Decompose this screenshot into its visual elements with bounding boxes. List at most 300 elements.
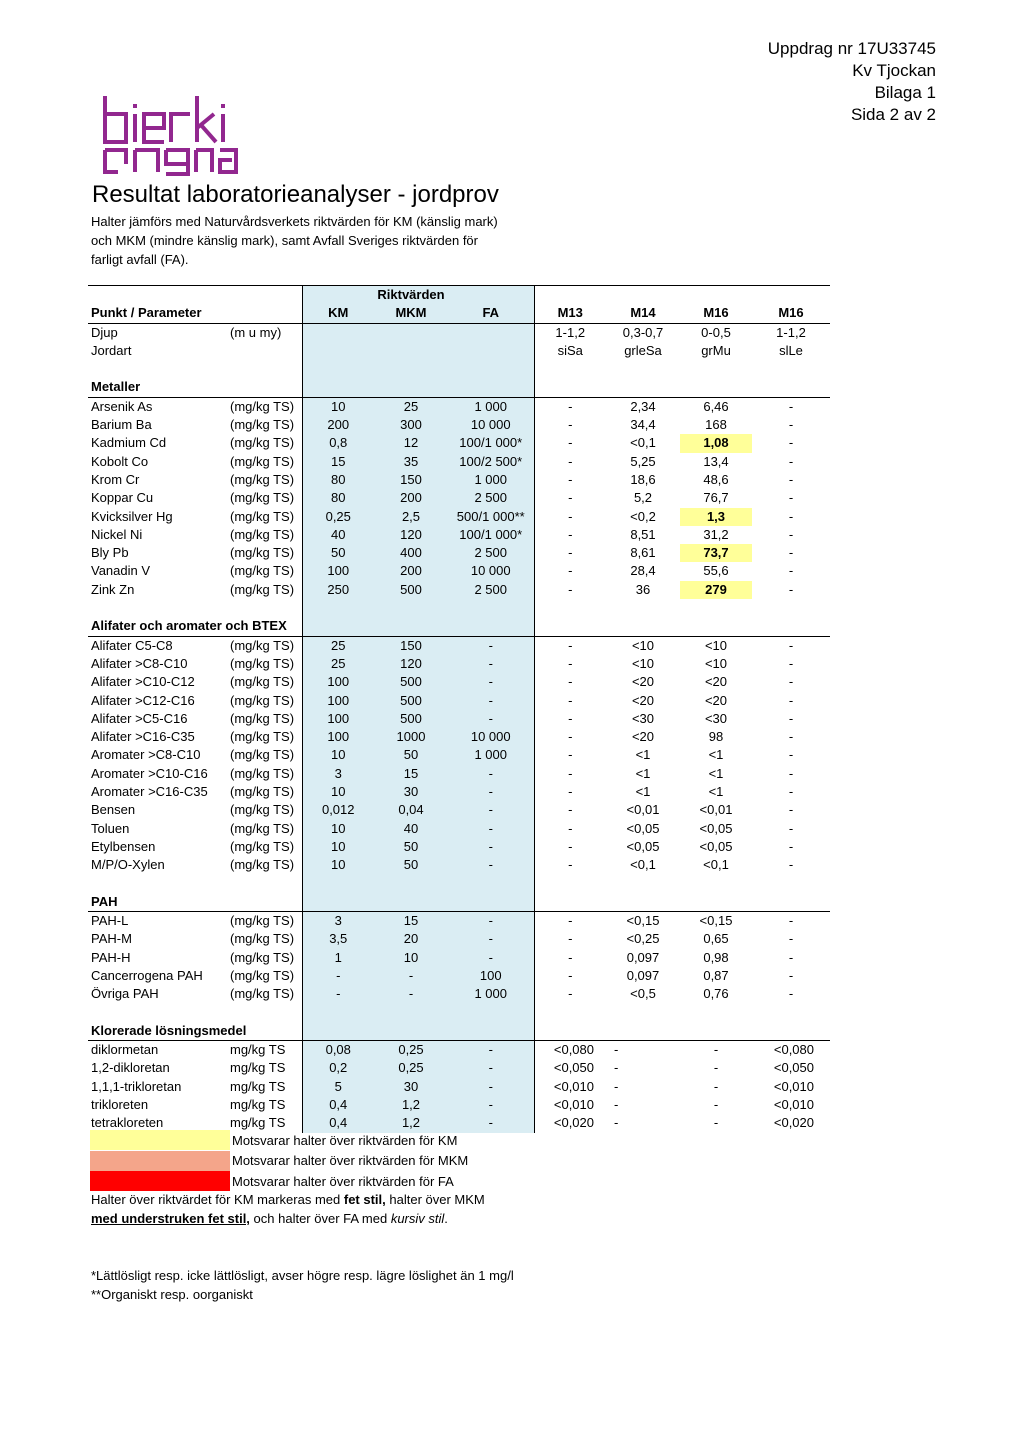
table-cell: 100/1 000* (448, 434, 534, 452)
table-cell: <0,020 (773, 1115, 814, 1131)
table-cell: 80 (302, 471, 374, 489)
table-cell: - (448, 801, 534, 819)
table-cell: 500 (374, 692, 448, 710)
legend-text: Motsvarar halter över riktvärden för KM (232, 1132, 458, 1148)
note-text: halter över MKM (385, 1192, 485, 1207)
table-cell: PAH-L (91, 913, 129, 929)
table-cell: <0,1 (703, 857, 729, 873)
table-cell: (mg/kg TS) (230, 913, 295, 929)
table-cell: - (448, 930, 534, 948)
table-cell: (mg/kg TS) (230, 655, 295, 671)
table-cell: - (788, 563, 794, 579)
table-cell (302, 875, 374, 893)
table-cell: 3 (302, 912, 374, 931)
table-cell: 0,4 (302, 1114, 374, 1132)
table-cell: - (568, 637, 573, 653)
section-header-row (88, 617, 830, 636)
table-cell: <1 (635, 747, 651, 763)
table-cell: 5 (302, 1078, 374, 1096)
table-cell: <0,25 (626, 931, 660, 947)
table-cell: - (568, 729, 573, 745)
table-cell: 1000 (374, 728, 448, 746)
table-cell: Etylbensen (91, 838, 156, 854)
table-cell: <0,1 (630, 857, 656, 873)
table-cell (230, 286, 302, 305)
table-cell: - (788, 508, 794, 524)
data-row (88, 912, 830, 931)
table-cell: 0,25 (302, 508, 374, 526)
table-cell: (mg/kg TS) (230, 710, 295, 726)
table-cell (534, 1004, 606, 1022)
section-title: PAH (88, 893, 230, 912)
bjerking-logo (100, 94, 240, 176)
table-cell (88, 875, 230, 893)
table-cell: slLe (779, 342, 803, 358)
table-cell: - (788, 398, 794, 414)
table-cell: MKM (374, 304, 448, 323)
table-cell (680, 893, 752, 912)
project-name: Kv Tjockan (852, 61, 936, 80)
table-cell (230, 1004, 302, 1022)
data-row (88, 967, 830, 985)
table-cell: 0,08 (302, 1041, 374, 1060)
table-cell: 0,097 (626, 949, 660, 965)
table-cell: PAH-M (91, 931, 132, 947)
table-cell: 100 (302, 673, 374, 691)
table-cell: - (568, 563, 573, 579)
table-cell (302, 1004, 374, 1022)
table-cell: 73,7 (680, 544, 752, 562)
table-cell: (mg/kg TS) (230, 526, 295, 542)
table-cell: - (713, 1097, 719, 1113)
table-cell: 279 (680, 581, 752, 599)
intro-text (91, 212, 498, 269)
table-cell: 48,6 (703, 471, 729, 487)
table-cell: trikloreten (91, 1097, 149, 1113)
data-row (88, 801, 830, 819)
table-cell: 3,5 (302, 930, 374, 948)
table-cell: M16 (752, 304, 830, 323)
table-cell: - (302, 985, 374, 1003)
data-row (88, 710, 830, 728)
table-cell: 2,34 (630, 398, 656, 414)
table-cell: Barium Ba (91, 417, 152, 433)
column-header-row (88, 304, 830, 323)
table-cell: 10 000 (448, 562, 534, 580)
info-row (88, 323, 830, 342)
table-cell: - (568, 967, 573, 983)
table-cell: <20 (631, 692, 655, 708)
table-cell: 200 (374, 562, 448, 580)
reference-values-header: Riktvärden (374, 286, 448, 305)
data-row (88, 416, 830, 434)
table-cell: 0,25 (374, 1059, 448, 1077)
table-cell: mg/kg TS (230, 1097, 286, 1113)
table-cell: - (568, 398, 573, 414)
data-row (88, 636, 830, 655)
table-cell: - (788, 435, 794, 451)
section-header-row (88, 1022, 830, 1041)
table-cell (374, 1022, 448, 1041)
table-cell (752, 599, 830, 617)
table-cell: - (448, 1114, 534, 1132)
table-cell (534, 378, 606, 397)
data-row (88, 453, 830, 471)
table-cell (374, 378, 448, 397)
table-cell: 1 000 (448, 397, 534, 416)
table-cell: <10 (704, 637, 728, 653)
table-cell: - (713, 1060, 719, 1076)
table-cell: mg/kg TS (230, 1115, 286, 1131)
table-cell: Djup (91, 324, 118, 340)
table-cell (752, 360, 830, 378)
table-cell: 100/2 500* (448, 453, 534, 471)
table-cell (302, 599, 374, 617)
table-cell: 1-1,2 (776, 324, 806, 340)
table-cell: - (788, 913, 794, 929)
note-text: . (444, 1211, 448, 1226)
table-cell: (mg/kg TS) (230, 802, 295, 818)
table-cell: 500 (374, 710, 448, 728)
table-cell: grleSa (624, 342, 662, 358)
table-cell: - (788, 729, 794, 745)
table-cell (448, 893, 534, 912)
table-cell: 10 (302, 820, 374, 838)
data-row (88, 728, 830, 746)
table-cell: - (614, 1060, 619, 1076)
data-row (88, 985, 830, 1003)
data-row (88, 1078, 830, 1096)
table-cell: - (788, 637, 794, 653)
table-cell: 50 (374, 838, 448, 856)
table-cell: 1 000 (448, 746, 534, 764)
table-cell: (mg/kg TS) (230, 692, 295, 708)
table-cell: - (788, 545, 794, 561)
data-row (88, 783, 830, 801)
table-cell: 10 (302, 746, 374, 764)
table-cell (302, 617, 374, 636)
table-cell: <20 (704, 674, 728, 690)
table-cell: - (788, 674, 794, 690)
intro-line: och MKM (mindre känslig mark), samt Avfall Sveriges riktvärden för (91, 233, 478, 248)
table-cell: - (788, 526, 794, 542)
table-cell: 30 (374, 783, 448, 801)
table-cell: (m u my) (230, 324, 282, 340)
table-cell: - (568, 949, 573, 965)
table-cell: 25 (374, 397, 448, 416)
table-cell: - (568, 545, 573, 561)
spacer-row (88, 1004, 830, 1022)
table-cell: <0,5 (630, 986, 656, 1002)
table-cell: <0,010 (773, 1097, 814, 1113)
table-cell: - (448, 1059, 534, 1077)
table-cell: FA (448, 304, 534, 323)
table-cell: 34,4 (630, 417, 656, 433)
table-cell: Aromater >C16-C35 (91, 784, 208, 800)
table-cell: <1 (708, 765, 724, 781)
footnote: **Organiskt resp. oorganiskt (91, 1287, 253, 1302)
table-cell: - (568, 674, 573, 690)
data-row (88, 508, 830, 526)
table-cell: 2,5 (374, 508, 448, 526)
table-cell (302, 342, 374, 360)
table-cell: Alifater >C8-C10 (91, 655, 188, 671)
table-cell: (mg/kg TS) (230, 784, 295, 800)
table-cell: 98 (708, 729, 724, 745)
table-cell: M14 (606, 304, 680, 323)
table-cell: (mg/kg TS) (230, 637, 295, 653)
table-cell: - (713, 1115, 719, 1131)
table-cell: 0,87 (703, 967, 729, 983)
table-cell: 13,4 (703, 453, 729, 469)
table-cell: 0,2 (302, 1059, 374, 1077)
table-cell: - (448, 673, 534, 691)
table-cell (752, 378, 830, 397)
note-italic: kursiv stil (390, 1211, 445, 1226)
table-cell: 150 (374, 636, 448, 655)
data-row (88, 692, 830, 710)
data-row (88, 838, 830, 856)
table-cell: 0,76 (703, 986, 729, 1002)
table-cell: - (788, 490, 794, 506)
table-cell: - (568, 931, 573, 947)
legend-item-fa (90, 1171, 468, 1192)
results-table (88, 285, 830, 1133)
table-cell: - (448, 856, 534, 874)
table-cell: Bensen (91, 802, 136, 818)
table-cell (302, 1022, 374, 1041)
table-cell (606, 378, 680, 397)
table-cell: <0,05 (626, 820, 660, 836)
table-cell: 18,6 (630, 471, 656, 487)
note-text: och halter över FA med (249, 1211, 391, 1226)
table-cell (752, 893, 830, 912)
table-cell: <0,080 (773, 1042, 814, 1058)
table-cell (230, 378, 302, 397)
table-cell: 120 (374, 655, 448, 673)
table-cell: Nickel Ni (91, 526, 143, 542)
table-cell: 40 (374, 820, 448, 838)
table-cell: (mg/kg TS) (230, 453, 295, 469)
table-cell (230, 342, 302, 360)
table-cell: Aromater >C8-C10 (91, 747, 201, 763)
table-cell: 0,98 (703, 949, 729, 965)
table-cell: 76,7 (703, 490, 729, 506)
table-cell: Jordart (91, 342, 132, 358)
table-cell: 300 (374, 416, 448, 434)
section-title: Alifater och aromater och BTEX (88, 617, 230, 636)
data-row (88, 856, 830, 874)
table-cell: <30 (704, 710, 728, 726)
table-cell (374, 360, 448, 378)
table-cell: - (568, 508, 573, 524)
table-cell: (mg/kg TS) (230, 508, 295, 524)
table-cell: - (568, 802, 573, 818)
group-header-row (88, 286, 830, 305)
table-cell (448, 286, 534, 305)
table-cell: <20 (704, 692, 728, 708)
table-cell: <30 (631, 710, 655, 726)
table-cell (752, 1022, 830, 1041)
intro-line: Halter jämförs med Naturvårdsverkets riktvärden för KM (känslig mark) (91, 214, 498, 229)
table-cell: 25 (302, 655, 374, 673)
table-cell: 500 (374, 673, 448, 691)
table-cell: - (568, 417, 573, 433)
table-cell: - (448, 783, 534, 801)
data-row (88, 471, 830, 489)
table-cell: 100 (448, 967, 534, 985)
table-cell (752, 875, 830, 893)
table-cell: 100/1 000* (448, 526, 534, 544)
table-cell: - (302, 967, 374, 985)
table-cell (230, 599, 302, 617)
table-cell: 0,25 (374, 1041, 448, 1060)
info-row (88, 342, 830, 360)
table-cell: - (788, 784, 794, 800)
table-cell: - (788, 453, 794, 469)
table-cell: <0,020 (553, 1115, 594, 1131)
table-cell: 1 000 (448, 471, 534, 489)
table-cell: - (568, 692, 573, 708)
table-cell: 200 (374, 489, 448, 507)
table-cell: - (448, 655, 534, 673)
table-cell: grMu (701, 342, 731, 358)
table-cell (680, 1004, 752, 1022)
appendix-label: Bilaga 1 (874, 83, 936, 102)
table-cell (680, 360, 752, 378)
table-cell (680, 599, 752, 617)
table-cell: 1-1,2 (555, 324, 586, 340)
table-cell: 0,097 (626, 967, 660, 983)
table-cell (230, 304, 302, 323)
table-cell: 5,2 (633, 490, 653, 506)
table-cell (230, 875, 302, 893)
table-cell: 50 (374, 746, 448, 764)
data-row (88, 1041, 830, 1060)
table-cell: <0,050 (773, 1060, 814, 1076)
table-cell: <0,15 (626, 913, 660, 929)
table-cell: - (568, 784, 573, 800)
table-cell (606, 286, 680, 305)
table-cell: mg/kg TS (230, 1042, 286, 1058)
table-cell: - (568, 913, 573, 929)
data-row (88, 655, 830, 673)
table-cell: (mg/kg TS) (230, 563, 295, 579)
table-cell: mg/kg TS (230, 1060, 286, 1076)
table-cell (448, 323, 534, 342)
table-cell: 3 (302, 765, 374, 783)
table-cell: 80 (302, 489, 374, 507)
table-cell (606, 1022, 680, 1041)
table-cell: diklormetan (91, 1042, 159, 1058)
table-cell (230, 360, 302, 378)
note-bold: fet stil, (343, 1192, 386, 1207)
table-cell: - (788, 655, 794, 671)
table-cell: Kobolt Co (91, 453, 149, 469)
table-cell: - (568, 838, 573, 854)
table-cell: <0,05 (699, 838, 733, 854)
table-cell: <0,05 (626, 838, 660, 854)
table-cell: - (568, 490, 573, 506)
table-cell: <0,05 (699, 820, 733, 836)
data-row (88, 544, 830, 562)
table-cell (534, 360, 606, 378)
table-cell: - (614, 1078, 619, 1094)
table-cell (534, 893, 606, 912)
table-cell: M13 (534, 304, 606, 323)
spacer-row (88, 875, 830, 893)
table-cell: 2 500 (448, 581, 534, 599)
table-cell: - (788, 802, 794, 818)
table-cell: 0,04 (374, 801, 448, 819)
table-cell: (mg/kg TS) (230, 417, 295, 433)
table-cell: - (788, 417, 794, 433)
table-cell (606, 599, 680, 617)
table-cell: PAH-H (91, 949, 131, 965)
table-cell (752, 286, 830, 305)
section-title: Klorerade lösningsmedel (88, 1022, 230, 1041)
table-cell: (mg/kg TS) (230, 545, 295, 561)
table-cell (302, 893, 374, 912)
table-cell (606, 875, 680, 893)
table-cell: - (448, 820, 534, 838)
table-cell: <0,010 (773, 1078, 814, 1094)
table-cell: Toluen (91, 820, 130, 836)
spacer-row (88, 360, 830, 378)
intro-line: farligt avfall (FA). (91, 252, 189, 267)
table-cell: 1,2 (374, 1096, 448, 1114)
table-cell: <0,1 (630, 435, 656, 451)
table-cell: - (374, 967, 448, 985)
table-cell (680, 1022, 752, 1041)
table-cell: 36 (635, 581, 651, 597)
table-cell: (mg/kg TS) (230, 581, 295, 597)
table-cell (374, 599, 448, 617)
legend-text: Motsvarar halter över riktvärden för MKM (232, 1153, 469, 1169)
table-cell (448, 1004, 534, 1022)
table-cell (448, 342, 534, 360)
table-cell: 15 (374, 765, 448, 783)
table-cell (448, 1022, 534, 1041)
table-cell (606, 360, 680, 378)
table-cell: - (788, 838, 794, 854)
table-cell: - (788, 857, 794, 873)
table-cell (680, 378, 752, 397)
table-cell: (mg/kg TS) (230, 747, 295, 763)
table-cell: 28,4 (630, 563, 656, 579)
section-header-row (88, 893, 830, 912)
table-cell: - (568, 986, 573, 1002)
table-cell: - (568, 581, 573, 597)
footnote: *Lättlösligt resp. icke lättlösligt, avser högre resp. lägre löslighet än 1 mg/l (91, 1268, 514, 1283)
table-cell: <1 (635, 765, 651, 781)
table-cell: Alifater C5-C8 (91, 637, 173, 653)
table-cell: 1,2 (374, 1114, 448, 1132)
table-cell: - (568, 857, 573, 873)
table-cell: 10 (302, 856, 374, 874)
page-number: Sida 2 av 2 (850, 105, 936, 124)
section-title: Metaller (88, 378, 230, 397)
table-cell (88, 360, 230, 378)
table-cell: 50 (374, 856, 448, 874)
table-cell: Krom Cr (91, 471, 140, 487)
table-cell: Koppar Cu (91, 490, 154, 506)
table-cell: 55,6 (703, 563, 729, 579)
table-cell: (mg/kg TS) (230, 765, 295, 781)
table-cell: 31,2 (703, 526, 729, 542)
table-cell: - (448, 636, 534, 655)
table-cell: 1,1,1-trikloretan (91, 1078, 182, 1094)
